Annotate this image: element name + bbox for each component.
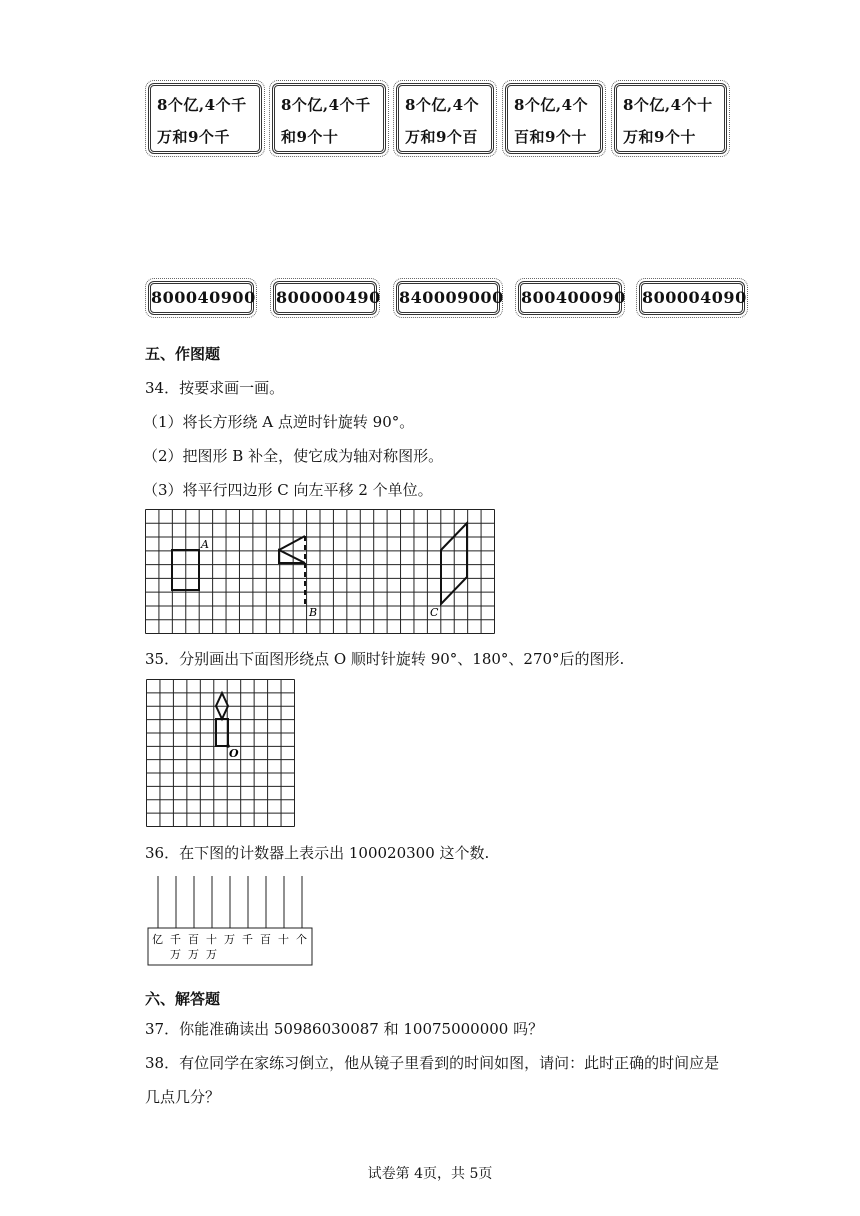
card-line-2: 万和9个千 <box>157 128 230 146</box>
place-label-top: 万 <box>224 933 235 946</box>
label-o: O <box>229 747 239 760</box>
question-35: 35．分别画出下面图形绕点 O 顺时针旋转 90°、180°、270°后的图形. <box>145 650 625 668</box>
question-34: 34．按要求画一画。 <box>145 379 285 397</box>
place-label-bottom: 万 <box>170 948 181 961</box>
card-line-2: 百和9个十 <box>514 128 587 146</box>
place-label-top: 千 <box>170 933 181 946</box>
card-line-2: 和9个十 <box>281 128 339 146</box>
place-label-bottom: 万 <box>188 948 199 961</box>
question-37: 37．你能准确读出 50986030087 和 10075000000 吗？ <box>145 1020 544 1038</box>
number-card-4[interactable]: 800400090 <box>518 281 622 315</box>
question-34-grid[interactable] <box>145 509 495 634</box>
top-card-2[interactable] <box>272 83 386 154</box>
abacus[interactable] <box>146 872 316 968</box>
card-line-1: 8个亿,4个千 <box>281 96 371 114</box>
label-c: C <box>430 606 439 619</box>
figure-b-half <box>279 550 305 563</box>
top-card-1[interactable] <box>148 83 262 154</box>
place-label-top: 百 <box>260 933 271 946</box>
question-34-part-3: （3）将平行四边形 C 向左平移 2 个单位。 <box>143 481 433 499</box>
card-line-2: 万和9个十 <box>623 128 696 146</box>
figure-b-top-edge <box>279 536 305 550</box>
card-line-1: 8个亿,4个十 <box>623 96 713 114</box>
number-card-1[interactable]: 800040900 <box>148 281 254 315</box>
place-label-top: 千 <box>242 933 253 946</box>
place-label-top: 百 <box>188 933 199 946</box>
question-34-part-1: （1）将长方形绕 A 点逆时针旋转 90°。 <box>143 413 415 431</box>
place-label-top: 十 <box>278 933 289 946</box>
label-a: A <box>201 538 209 551</box>
top-card-5[interactable] <box>614 83 727 154</box>
number-card-5[interactable]: 800004090 <box>639 281 745 315</box>
card-line-1: 8个亿,4个 <box>514 96 589 114</box>
number-card-2[interactable]: 800000490 <box>273 281 377 315</box>
top-card-4[interactable] <box>505 83 603 154</box>
top-card-3[interactable] <box>396 83 494 154</box>
place-label-top: 十 <box>206 933 217 946</box>
place-label-top: 个 <box>296 933 307 946</box>
label-b: B <box>309 606 318 619</box>
section-five-title: 五、作图题 <box>145 345 221 363</box>
card-line-1: 8个亿,4个 <box>405 96 480 114</box>
number-card-3[interactable]: 840009000 <box>396 281 500 315</box>
section-six-title: 六、解答题 <box>145 990 221 1008</box>
page-footer: 试卷第 4页，共 5页 <box>367 1166 493 1182</box>
question-38-line-1: 38．有位同学在家练习倒立，他从镜子里看到的时间如图，请问：此时正确的时间应是 <box>145 1054 720 1072</box>
question-35-grid[interactable] <box>146 679 296 828</box>
question-34-part-2: （2）把图形 B 补全，使它成为轴对称图形。 <box>143 447 444 465</box>
place-label-bottom: 万 <box>206 948 217 961</box>
question-36: 36．在下图的计数器上表示出 100020300 这个数. <box>145 844 490 862</box>
card-line-2: 万和9个百 <box>405 128 478 146</box>
card-line-1: 8个亿,4个千 <box>157 96 247 114</box>
question-38-line-2: 几点几分？ <box>145 1088 221 1106</box>
place-label-top: 亿 <box>152 933 163 946</box>
